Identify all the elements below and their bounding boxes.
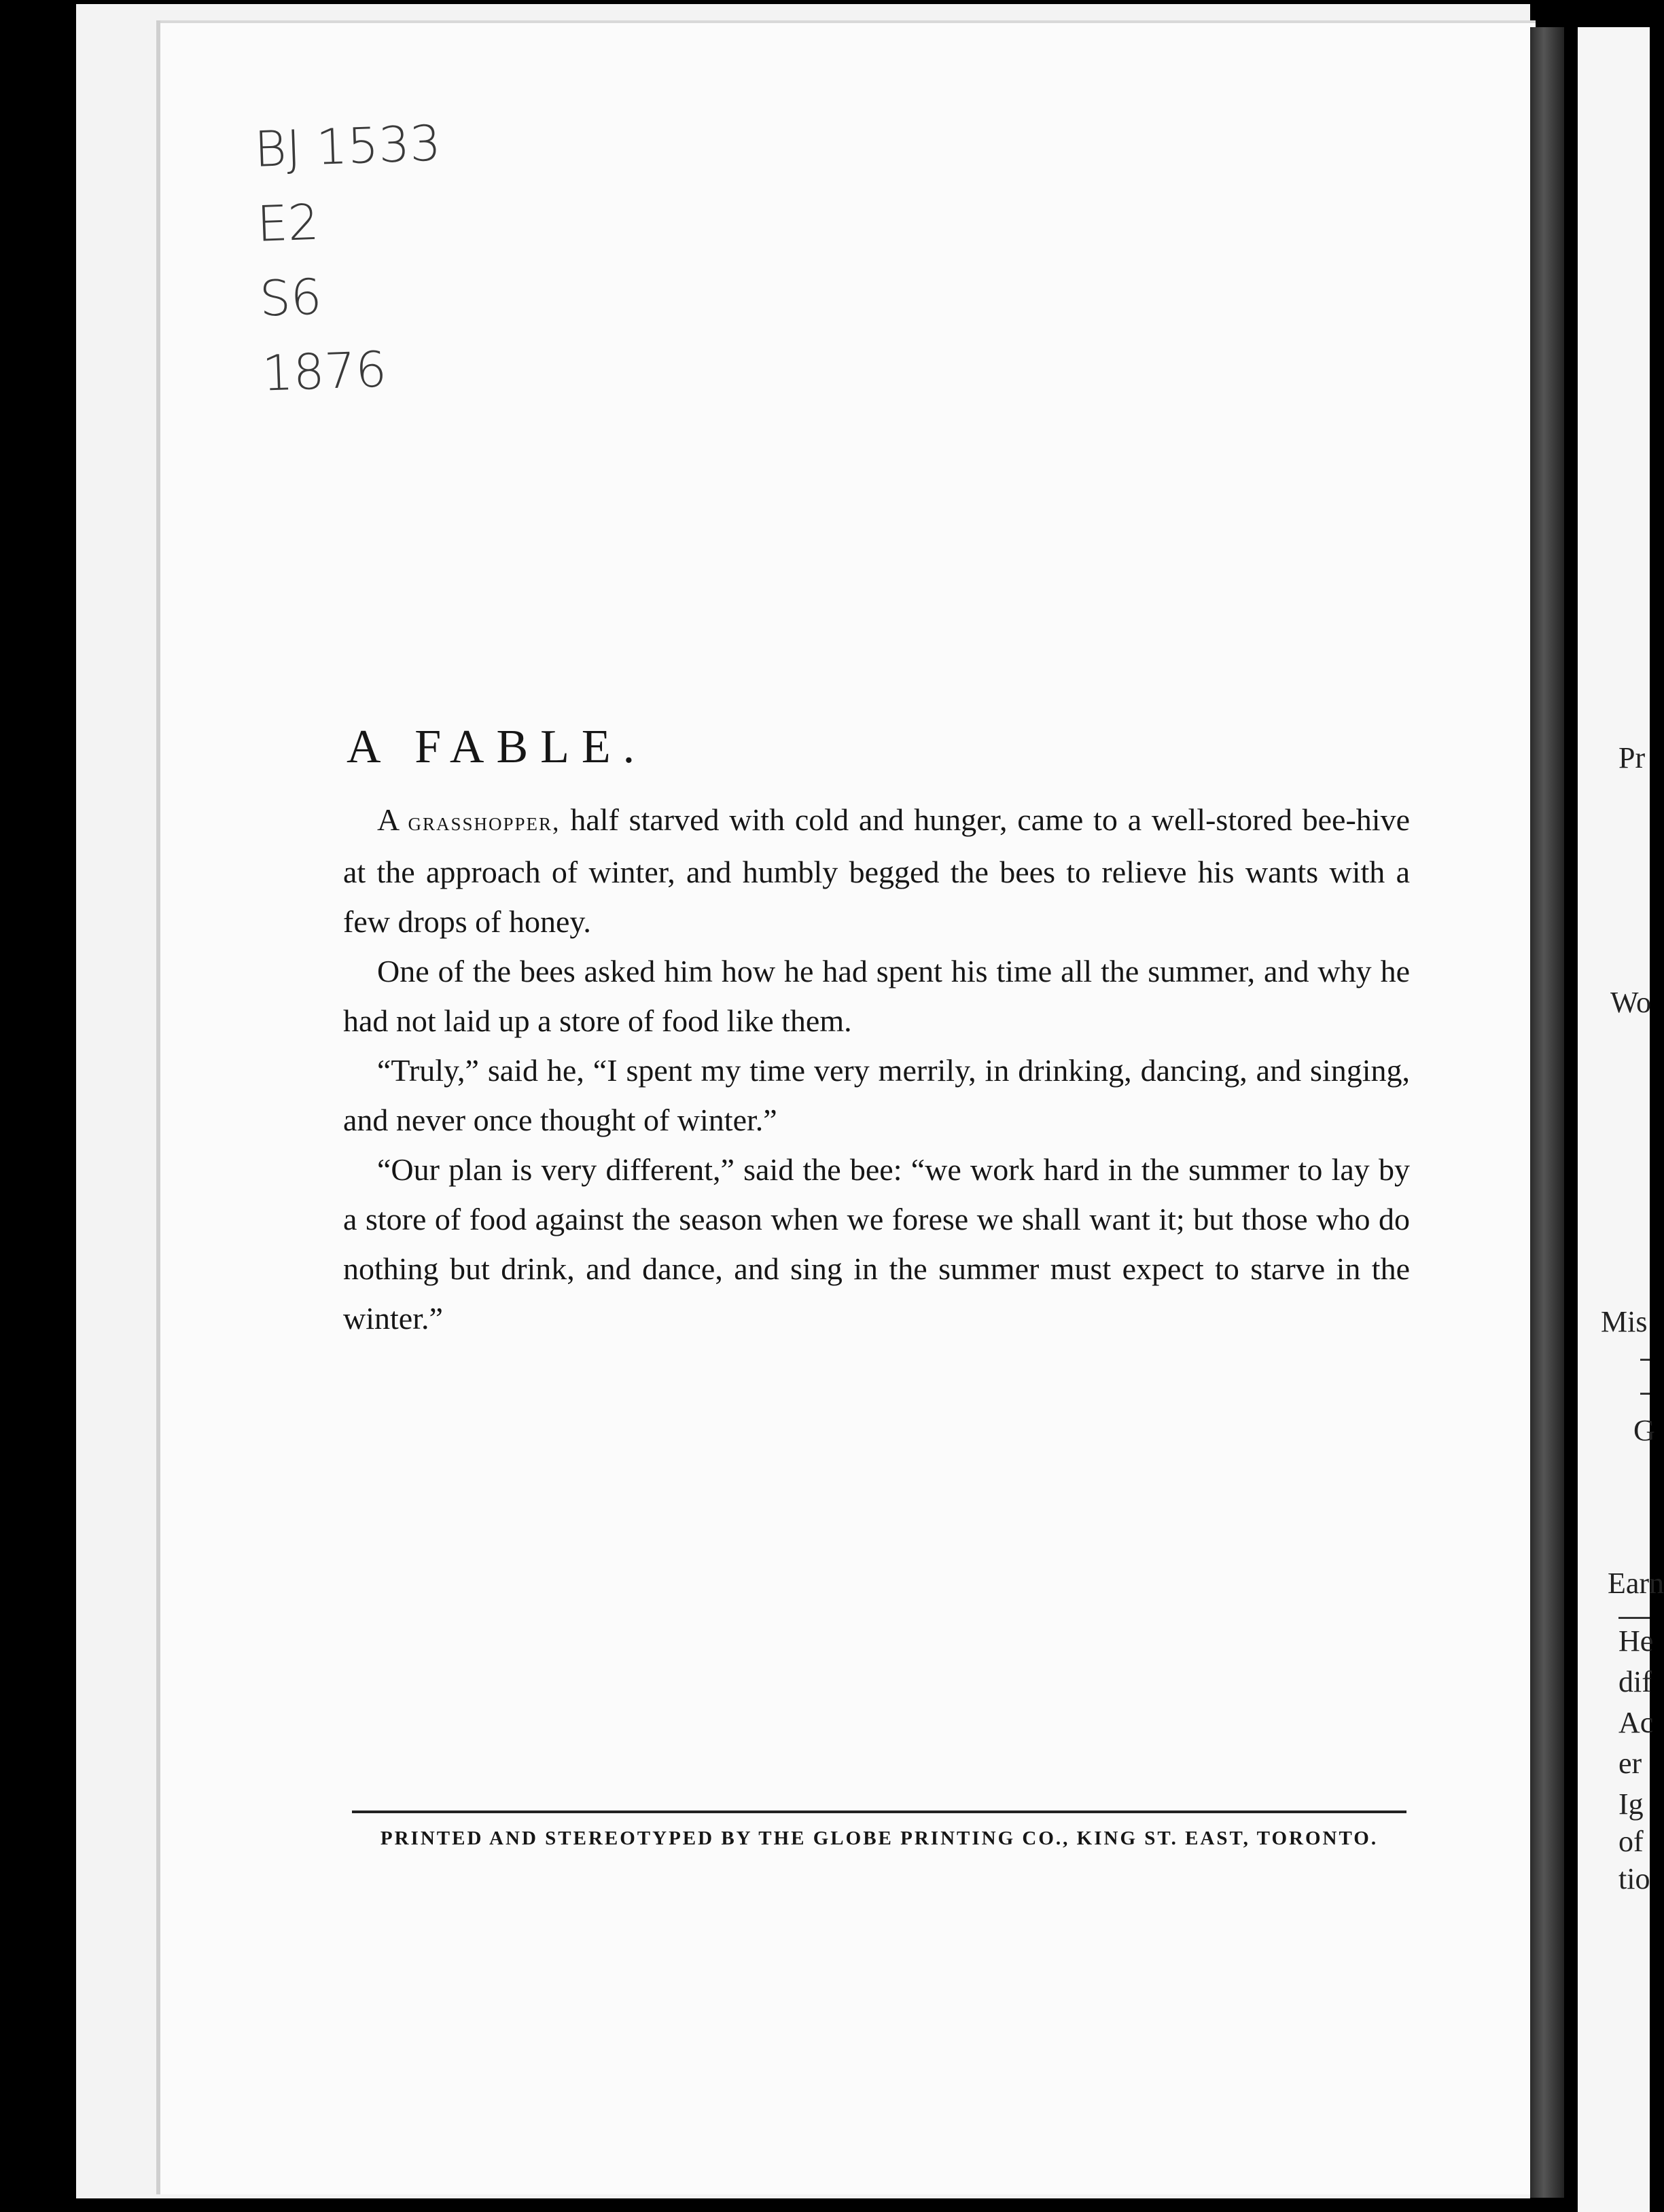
adjacent-fragment: He — [1618, 1624, 1654, 1658]
adjacent-fragment: of — [1618, 1825, 1644, 1858]
adjacent-page — [1578, 27, 1664, 2212]
adjacent-rule — [1618, 1617, 1650, 1619]
adjacent-fragment: tio — [1618, 1862, 1650, 1895]
paragraph-text: half starved with cold and hunger, came to a well-stored bee-hive at the approach of winter, and humbly begged the bees to relieve his wants with a few drops of honey. — [343, 802, 1410, 939]
call-number-line: S6 — [258, 268, 323, 327]
paragraph-lead: A — [377, 802, 408, 837]
paragraph: One of the bees asked him how he had spent his time all the summer, and why he had not laid up a store of food like them. — [343, 954, 1410, 1038]
call-number-line: BJ 1533 — [253, 114, 442, 178]
adjacent-fragment: G — [1633, 1414, 1655, 1447]
paragraph: “Truly,” said he, “I spent my time very merrily, in drinking, dancing, and singing, and never once thought of winter.” — [343, 1053, 1410, 1137]
paragraph: “Our plan is very different,” said the bee: “we work hard in the summer to lay by a store of food against the season when we forese we shall want it; but those who do nothing but drink, and dance, and sing in the summer must expect to starve in the winter.” — [343, 1152, 1410, 1336]
printer-imprint: PRINTED AND STEREOTYPED BY THE GLOBE PRINTING CO., KING ST. EAST, TORONTO. — [380, 1827, 1379, 1849]
adjacent-fragment: Pr — [1618, 741, 1646, 774]
adjacent-rule — [1640, 1393, 1650, 1395]
adjacent-fragment: Wo — [1610, 986, 1652, 1019]
call-number-line: 1876 — [261, 340, 388, 402]
fable-title: A FABLE. — [347, 721, 648, 773]
adjacent-rule — [1640, 1359, 1650, 1361]
paragraph — [343, 795, 1410, 946]
fable-body — [343, 795, 1410, 1343]
adjacent-fragment: Ig — [1618, 1787, 1644, 1821]
adjacent-fragment: Ac — [1618, 1706, 1654, 1739]
small-caps-word: grasshopper, — [408, 808, 561, 836]
adjacent-fragment: Mis — [1601, 1305, 1648, 1338]
call-number-line: E2 — [255, 193, 320, 253]
footer-rule — [352, 1810, 1406, 1813]
page-gutter — [1530, 27, 1564, 2198]
handwritten-call-number — [253, 105, 450, 410]
adjacent-fragment: Earn — [1608, 1567, 1664, 1600]
adjacent-fragment: dif — [1618, 1665, 1652, 1698]
adjacent-fragment: er — [1618, 1747, 1642, 1780]
